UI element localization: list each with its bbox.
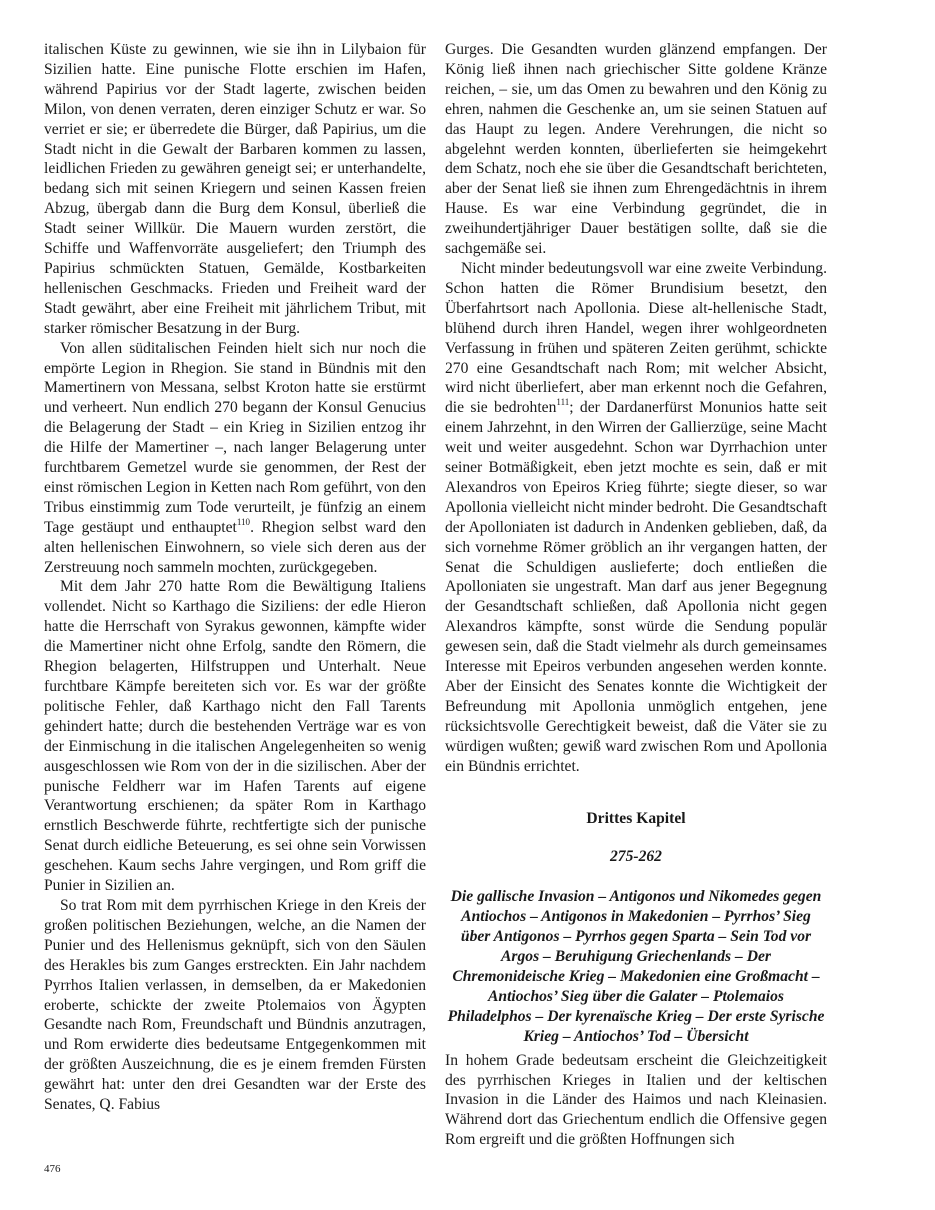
paragraph xyxy=(44,339,426,578)
chapter-summary: Die gallische Invasion – Antigonos und Nikomedes gegen Antiochos – Antigonos in Makedonien – Pyrrhos’ Sieg über Antigonos – Pyrrhos gegen Sparta – Sein Tod vor Argos – Beruhigung Griechenlands – Der Chremonideische Krieg – Makedonien eine Großmacht – Antiochos’ Sieg über die Galater – Ptolemaios Philadelphos – Der kyrenaïsche Krieg – Der erste Syrische Krieg – Antiochos’ Tod – Übersicht xyxy=(447,888,825,1045)
paragraph-text: ; der Dardanerfürst Monunios hatte seit einem Jahrzehnt, in den Wirren der Gallierzüge, seine Macht weit und weiter ausgedehnt. Schon war Dyrrhachion unter seiner Botmäßigkeit, eben jetzt mochte es sein, daß er mit Alexandros von Epeiros Krieg führte; siegte dieser, so war Apollonia vielleicht nicht minder bedroht. Die Gesandtschaft der Apolloniaten ist dadurch in Andenken geblieben, daß, da sich vornehme Römer gröblich an ihr vergangen hatten, der Senat die Schuldigen auslieferte; doch entließen die Apolloniaten sie ungestraft. Man darf aus jener Begegnung der Gesandtschaft schließen, daß Apollonia nicht gegen Alexandros kämpfte, sonst würde die Sendung populär gewesen sein, daß die Stadt vielmehr als durch gemeinsames Interesse mit Epeiros verbunden angesehen werden konnte. Aber der Einsicht des Senates konnte die Wichtigkeit der Befreundung mit Apollonia unmöglich entgehen, jene rücksichtsvolle Gerechtigkeit beweist, daß die Väter sie zu würdigen wußten; gewiß ward zwischen Rom und Apollonia ein Bündnis errichtet. xyxy=(445,399,827,775)
paragraph: So trat Rom mit dem pyrrhischen Kriege in den Kreis der großen politischen Beziehungen, welche, an die Namen der Punier und des Hellenismus geknüpft, sich von den Säulen des Herakles bis zum Ganges erstreckten. Ein Jahr nachdem Pyrrhos Italien verlassen, in demselben, da er Makedonien eroberte, schickte der zweite Ptolemaios von Ägypten Gesandte nach Rom, Freundschaft und Bündnis anzutragen, und Rom erwiderte dies bedeutsame Entgegenkommen mit der größten Auszeichnung, die es je einem fremden Fürsten gewährt hat: unter den drei Gesandten war der Erste des Senates, Q. Fabius xyxy=(44,896,426,1114)
paragraph-text: . Rhegion selbst ward den alten hellenischen Einwohnern, so viele sich deren aus der Zerstreuung noch sammeln mochten, zurückgegeben. xyxy=(44,518,427,576)
page-number: 476 xyxy=(44,1163,61,1175)
chapter-years: 275-262 xyxy=(610,848,662,866)
left-column xyxy=(44,40,426,1115)
footnote-ref[interactable]: 111 xyxy=(556,397,570,408)
chapter-title: Drittes Kapitel xyxy=(586,809,686,827)
footnote-ref[interactable]: 110 xyxy=(236,516,251,527)
paragraph: Mit dem Jahr 270 hatte Rom die Bewältigung Italiens vollendet. Nicht so Karthago die Siziliens: der edle Hieron hatte die Herrschaft von Syrakus gewonnen, kämpfte wider die Mamertiner nicht ohne Erfolg, sandte den Römern, die Rhegion belagerten, Hilfstruppen und Unterhalt. Neue furchtbare Kämpfe bereiteten sich vor. Es war der größte politische Fehler, daß Karthago nicht den Fall Tarents gehindert hatte; durch die bestehenden Verträge war es von der Einmischung in die italischen Angelegenheiten so wenig ausgeschlossen wie Rom von der in die sizilischen. Aber der punische Feldherr war im Hafen Tarents auf eigene Verantwortung erschienen; da später Rom in Karthago ernstlich Beschwerde führte, rechtfertigte sich der punische Senat durch eidliche Beteuerung, es sei ohne sein Vorwissen geschehen. Kaum sechs Jahre vergingen, und Rom griff die Punier in Sizilien an. xyxy=(44,578,426,895)
paragraph xyxy=(445,259,827,777)
paragraph-text: Von allen süditalischen Feinden hielt sich nur noch die empörte Legion in Rhegion. Sie stand in Bündnis mit den Mamertinern von Messana, selbst Kroton hatte sie erstürmt und verheert. Nun endlich 270 begann der Konsul Genucius die Belagerung der Stadt – ein Krieg in Sizilien entzog ihr die Hilfe der Mamertiner –, nach langer Belagerung unter furchtbarem Gemetzel wurde sie genommen, der Rest der einst römischen Legion in Ketten nach Rom geführt, von den Tribus einstimmig zum Tode verurteilt, je fünfzig an einem Tage gestäupt und enthauptet xyxy=(44,339,426,536)
paragraph: In hohem Grade bedeutsam erscheint die Gleichzeitigkeit des pyrrhischen Krieges in Italien und der keltischen Invasion in die Länder des Haimos und nach Kleinasien. Während dort das Griechentum endlich die Offensive gegen Rom ergreift und die größten Hoffnungen sich xyxy=(445,1051,827,1149)
paragraph: italischen Küste zu gewinnen, wie sie ihn in Lilybaion für Sizilien hatte. Eine punische Flotte erschien im Hafen, während Papirius vor der Stadt lagerte, zwischen beiden Milon, von denen verraten, deren einziger Schutz er war. So verriet er sie; er überredete die Bürger, daß Papirius, um die Stadt nicht in die Gewalt der Barbaren kommen zu lassen, leidlichen Frieden zu gewähren geneigt sei; er unterhandelte, bedang sich mit seinen Kriegern und seinen Kassen freien Abzug, übergab dann die Burg dem Konsul, überließ die Stadt seiner Willkür. Die Mauern wurden zerstört, die Schiffe und Waffenvorräte ausgeliefert; den Triumph des Papirius schmückten Statuen, Gemälde, Kostbarkeiten hellenischen Geschmacks. Frieden und Freiheit ward der Stadt gewährt, aber eine Freiheit mit jährlichem Tribut, mit starker römischer Besatzung in der Burg. xyxy=(44,41,426,337)
paragraph: Gurges. Die Gesandten wurden glänzend empfangen. Der König ließ ihnen nach griechischer Sitte goldene Kränze reichen, – sie, um das Omen zu bewahren und den König zu ehren, nahmen die Geschenke an, um sie seinen Statuen auf das Haupt zu legen. Andere Verehrungen, die nicht so abgelehnt werden konnten, überlieferten sie heimgekehrt dem Schatz, noch ehe sie über die Gesandtschaft berichteten, aber der Senat ließ sie ihnen zum Ehrengedächtnis in ihrem Hause. Es war eine Verbindung gegründet, die in zweihundertjähriger Dauer bestätigen sollte, daß sie die sachgemäße sei. xyxy=(445,41,827,258)
right-column xyxy=(445,40,827,1150)
paragraph-text: Nicht minder bedeutungsvoll war eine zweite Verbindung. Schon hatten die Römer Brundisium besetzt, den Überfahrtsort nach Apollonia. Diese alt-hellenische Stadt, blühend durch ihren Handel, wegen ihrer wohlgeordneten Verfassung in frühen und späteren Zeiten gerühmt, schickte 270 eine Gesandtschaft nach Rom; mit welcher Absicht, wird nicht überliefert, aber man erkennt noch die Gefahren, die sie bedrohten xyxy=(445,259,827,417)
